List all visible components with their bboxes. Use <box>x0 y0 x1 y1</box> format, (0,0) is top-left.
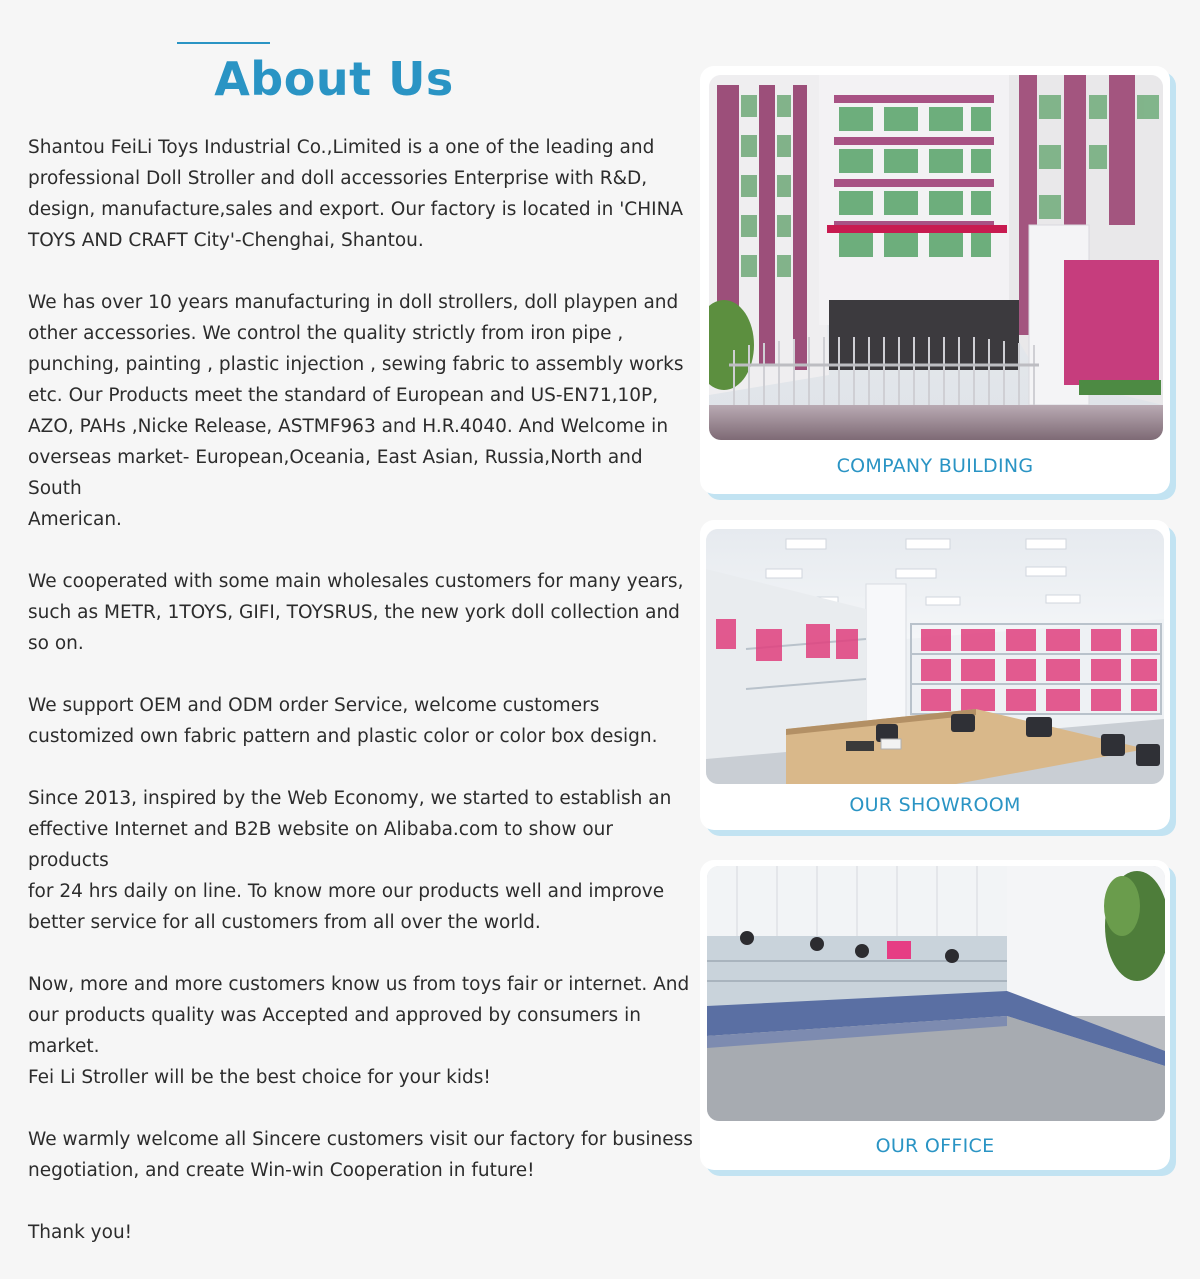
showroom-photo <box>706 529 1164 784</box>
about-text <box>28 132 693 1279</box>
paragraph-internet: Since 2013, inspired by the Web Economy, we started to establish an effective Internet and B2B website on Alibaba.com to show our products for 24 hrs daily on line. To know more our products well and improve better service for all customers from all over the world. <box>28 788 672 933</box>
paragraph-customers: We cooperated with some main wholesales customers for many years, such as METR, 1TOYS, GIFI, TOYSRUS, the new york doll collection and so on. <box>28 571 684 654</box>
paragraph-oem-odm: We support OEM and ODM order Service, welcome customers customized own fabric pattern and plastic color or color box design. <box>28 695 658 747</box>
company-building-caption: COMPANY BUILDING <box>836 455 1034 477</box>
company-building-photo <box>709 75 1163 440</box>
title-underline <box>177 42 270 44</box>
office-photo <box>707 866 1165 1121</box>
paragraph-welcome: We warmly welcome all Sincere customers visit our factory for business negotiation, and create Win-win Cooperation in future! <box>28 1129 693 1181</box>
company-building-card <box>700 66 1170 494</box>
office-caption: OUR OFFICE <box>875 1135 995 1157</box>
paragraph-quality: Now, more and more customers know us from toys fair or internet. And our products quality was Accepted and approved by consumers in market. Fei Li Stroller will be the best choice for your kids! <box>28 974 690 1088</box>
paragraph-thanks: Thank you! <box>28 1222 133 1243</box>
paragraph-manufacturing: We has over 10 years manufacturing in doll strollers, doll playpen and other accessories. We control the quality strictly from iron pipe , punching, painting , plastic injection , sewing fabric to assembly works etc. Our Products meet the standard of European and US-EN71,10P, AZO, PAHs ,Nicke Release, ASTMF963 and H.R.4040. And Welcome in overseas market- European,Oceania, East Asian, Russia,North and South American. <box>28 292 684 530</box>
showroom-caption: OUR SHOWROOM <box>849 794 1021 816</box>
office-card <box>700 860 1170 1170</box>
paragraph-intro: Shantou FeiLi Toys Industrial Co.,Limited is a one of the leading and professional Doll Stroller and doll accessories Enterprise with R&D, design, manufacture,sales and export. Our factory is located in 'CHINA TOYS AND CRAFT City'-Chenghai, Shantou. <box>28 137 684 251</box>
page-title: About Us <box>214 52 454 106</box>
showroom-card <box>700 520 1170 830</box>
